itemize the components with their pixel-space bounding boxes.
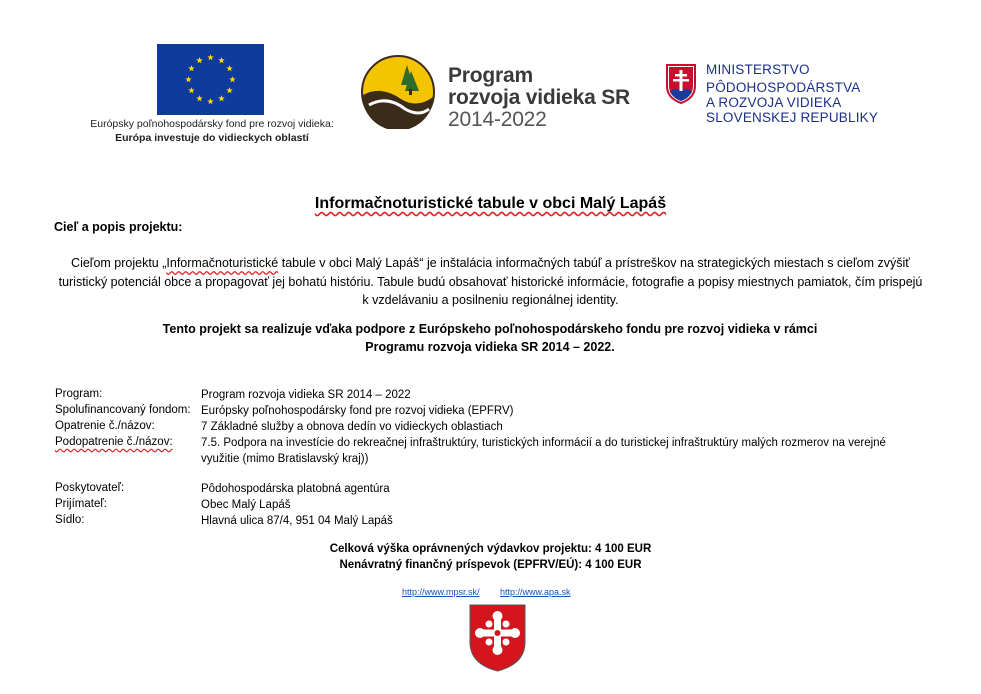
goal-heading: Cieľ a popis projektu:: [54, 220, 183, 234]
prv-title-line2: rozvoja vidieka SR: [448, 86, 630, 109]
eu-star-icon: [188, 87, 194, 93]
provider-value: Pôdohospodárska platobná agentúra: [201, 483, 390, 495]
project-description: [55, 254, 926, 310]
seat-label: Sídlo:: [55, 514, 85, 526]
eu-star-icon: [188, 65, 194, 71]
ministry-line4: SLOVENSKEJ REPUBLIKY: [706, 110, 879, 125]
provider-label: Poskytovateľ:: [55, 482, 125, 494]
eu-caption-line2: Európa investuje do vidieckych oblastí: [115, 132, 309, 144]
program-label: Program:: [55, 388, 103, 400]
eu-star-icon: [207, 98, 213, 104]
fund-label: Spolufinancovaný fondom:: [55, 404, 191, 416]
eu-star-icon: [185, 76, 191, 82]
ministry-line1: MINISTERSTVO: [706, 62, 810, 77]
seat-value: Hlavná ulica 87/4, 951 04 Malý Lapáš: [201, 515, 393, 527]
submeasure-value: 7.5. Podpora na investície do rekreačnej infraštruktúry, turistických informácií a do turistickej infraštruktúry malých rozmerov na verejné využitie (mimo Bratislavský kraj)): [201, 437, 886, 465]
ministry-line3: A ROZVOJA VIDIEKA: [706, 95, 842, 110]
submeasure-label: [55, 436, 173, 448]
eu-star-icon: [196, 57, 202, 63]
eu-star-icon: [229, 76, 235, 82]
eu-star-icon: [226, 65, 232, 71]
fund-value: Európsky poľnohospodársky fond pre rozvoj vidieka (EPFRV): [201, 405, 514, 417]
support-line1: Tento projekt sa realizuje vďaka podpore z Európskeho poľnohospodárskeho fondu pre rozvoj vidieka v rámci: [162, 322, 818, 336]
submeasure-label-text: Podopatrenie č./názov:: [55, 436, 173, 448]
apa-link[interactable]: http://www.apa.sk: [500, 587, 571, 597]
measure-value: 7 Základné služby a obnova dedín vo vidieckych oblastiach: [201, 421, 503, 433]
prv-emblem-icon: [361, 55, 435, 129]
recipient-value: Obec Malý Lapáš: [201, 499, 291, 511]
eu-star-icon: [207, 54, 213, 60]
eu-flag-icon: [157, 44, 264, 115]
village-coat-of-arms-icon: [469, 604, 526, 672]
program-value: Program rozvoja vidieka SR 2014 – 2022: [201, 389, 411, 401]
eu-caption-line1: Európsky poľnohospodársky fond pre rozvoj vidieka:: [90, 118, 334, 130]
description-prefix: Cieľom projektu „: [71, 256, 167, 270]
eu-star-icon: [218, 57, 224, 63]
eu-star-icon: [196, 95, 202, 101]
slovak-shield-icon: [666, 64, 696, 104]
eu-star-icon: [226, 87, 232, 93]
grant-amount: Nenávratný finančný príspevok (EPFRV/EÚ): 4 100 EUR: [339, 559, 642, 571]
mpsr-link[interactable]: http://www.mpsr.sk/: [402, 587, 480, 597]
prv-title-years: 2014-2022: [448, 108, 547, 131]
eligible-expenses: Celková výška oprávnených výdavkov projektu: 4 100 EUR: [329, 543, 652, 555]
measure-label: Opatrenie č./názov:: [55, 420, 155, 432]
eu-stars: [157, 44, 264, 115]
support-line2: Programu rozvoja vidieka SR 2014 – 2022.: [365, 340, 615, 354]
prv-title-line1: Program: [448, 64, 533, 87]
recipient-label: Prijímateľ:: [55, 498, 107, 510]
description-rest: tabule v obci Malý Lapáš“ je inštalácia informačných tabúľ a prístreškov na strategických miestach s cieľom zvýšiť turistický potenciál obce a propagovať jej bohatú históriu. Tabule budú obsahovať historické informácie, fotografie a popisy miestnych pamiatok, čím prispejú k vzdelávaniu a posilneniu regionálnej identity.: [58, 256, 923, 307]
eu-star-icon: [218, 95, 224, 101]
ministry-line2: PÔDOHOSPODÁRSTVA: [706, 80, 861, 95]
support-statement: [90, 320, 890, 356]
page-title-text: Informačnoturistické tabule v obci Malý Lapáš: [314, 195, 667, 212]
page-title: [0, 195, 981, 213]
description-project-name: Informačnoturistické: [166, 256, 279, 270]
